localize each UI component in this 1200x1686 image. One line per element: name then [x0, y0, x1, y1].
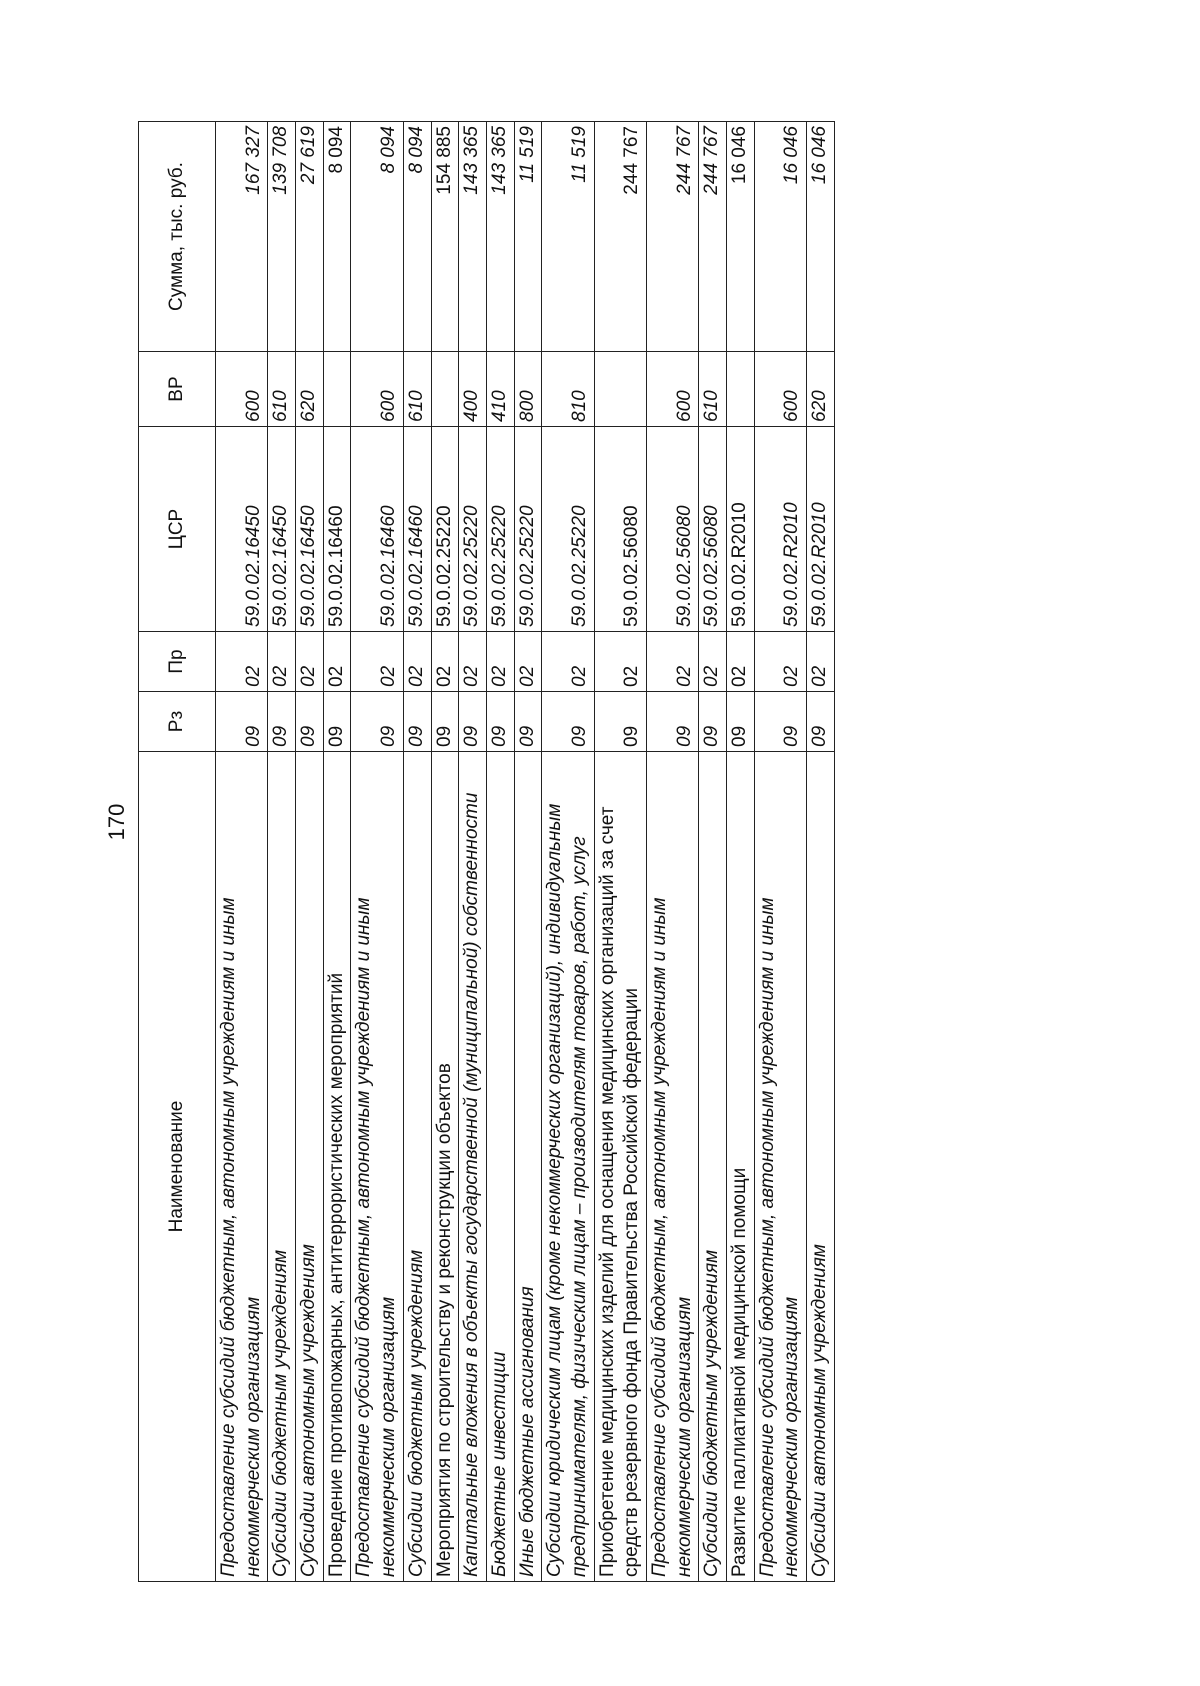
- cell-rz: 09: [699, 692, 727, 752]
- cell-pr: 02: [486, 632, 514, 692]
- cell-pr: 02: [542, 632, 594, 692]
- cell-csr: 59.0.02.16460: [351, 427, 403, 632]
- cell-vr: 600: [351, 352, 403, 427]
- cell-vr: 620: [807, 352, 835, 427]
- cell-csr: 59.0.02.16450: [268, 427, 296, 632]
- cell-name: Предоставление субсидий бюджетным, автономным учреждениям и иным некоммерческим организациям: [754, 752, 806, 1582]
- cell-vr: [323, 352, 351, 427]
- cell-rz: 09: [403, 692, 431, 752]
- table-row: [459, 122, 487, 1582]
- table-row: [296, 122, 324, 1582]
- cell-sum: 8 094: [351, 122, 403, 352]
- table-row: [754, 122, 806, 1582]
- cell-vr: [727, 352, 755, 427]
- table-body: [216, 122, 835, 1582]
- cell-vr: 410: [486, 352, 514, 427]
- cell-sum: 143 365: [486, 122, 514, 352]
- cell-csr: 59.0.02.R2010: [754, 427, 806, 632]
- header-rz: Рз: [139, 692, 216, 752]
- table-row: [216, 122, 268, 1582]
- cell-pr: 02: [727, 632, 755, 692]
- cell-name: Приобретение медицинских изделий для оснащения медицинских организаций за счет средств резервного фонда Правительства Российской федерации: [594, 752, 646, 1582]
- cell-sum: 143 365: [459, 122, 487, 352]
- cell-sum: 154 885: [431, 122, 459, 352]
- budget-table: [138, 121, 835, 1582]
- cell-pr: 02: [323, 632, 351, 692]
- cell-pr: 02: [216, 632, 268, 692]
- cell-csr: 59.0.02.25220: [514, 427, 542, 632]
- cell-sum: 16 046: [807, 122, 835, 352]
- header-name: Наименование: [139, 752, 216, 1582]
- cell-vr: 610: [268, 352, 296, 427]
- table-row: [727, 122, 755, 1582]
- cell-rz: 09: [807, 692, 835, 752]
- cell-rz: 09: [216, 692, 268, 752]
- cell-csr: 59.0.02.25220: [486, 427, 514, 632]
- table-row: [403, 122, 431, 1582]
- cell-name: Субсидии автономным учреждениям: [807, 752, 835, 1582]
- cell-vr: 620: [296, 352, 324, 427]
- cell-rz: 09: [594, 692, 646, 752]
- table-row: [542, 122, 594, 1582]
- header-vr: ВР: [139, 352, 216, 427]
- table-row: [486, 122, 514, 1582]
- cell-pr: 02: [754, 632, 806, 692]
- cell-rz: 09: [323, 692, 351, 752]
- cell-csr: 59.0.02.56080: [699, 427, 727, 632]
- cell-csr: 59.0.02.56080: [647, 427, 699, 632]
- table-row: [268, 122, 296, 1582]
- cell-pr: 02: [514, 632, 542, 692]
- table-row: [699, 122, 727, 1582]
- cell-name: Мероприятия по строительству и реконструкции объектов: [431, 752, 459, 1582]
- table-row: [514, 122, 542, 1582]
- cell-sum: 16 046: [727, 122, 755, 352]
- table-row: [647, 122, 699, 1582]
- table-row: [431, 122, 459, 1582]
- cell-name: Развитие паллиативной медицинской помощи: [727, 752, 755, 1582]
- table-row: [594, 122, 646, 1582]
- cell-csr: 59.0.02.R2010: [807, 427, 835, 632]
- cell-sum: 167 327: [216, 122, 268, 352]
- cell-rz: 09: [459, 692, 487, 752]
- cell-pr: 02: [268, 632, 296, 692]
- table-row: [807, 122, 835, 1582]
- cell-pr: 02: [699, 632, 727, 692]
- cell-csr: 59.0.02.16450: [216, 427, 268, 632]
- cell-sum: 11 519: [514, 122, 542, 352]
- header-sum: Сумма, тыс. руб.: [139, 122, 216, 352]
- cell-name: Капитальные вложения в объекты государственной (муниципальной) собственности: [459, 752, 487, 1582]
- cell-name: Бюджетные инвестиции: [486, 752, 514, 1582]
- cell-name: Предоставление субсидий бюджетным, автономным учреждениям и иным некоммерческим организациям: [647, 752, 699, 1582]
- cell-pr: 02: [594, 632, 646, 692]
- cell-vr: [594, 352, 646, 427]
- header-csr: ЦСР: [139, 427, 216, 632]
- header-pr: Пр: [139, 632, 216, 692]
- cell-pr: 02: [459, 632, 487, 692]
- cell-name: Иные бюджетные ассигнования: [514, 752, 542, 1582]
- cell-rz: 09: [514, 692, 542, 752]
- cell-rz: 09: [486, 692, 514, 752]
- cell-vr: 610: [699, 352, 727, 427]
- cell-name: Субсидии бюджетным учреждениям: [699, 752, 727, 1582]
- cell-csr: 59.0.02.16460: [403, 427, 431, 632]
- cell-name: Проведение противопожарных, антитеррористических мероприятий: [323, 752, 351, 1582]
- cell-csr: 59.0.02.56080: [594, 427, 646, 632]
- table-header-row: [139, 122, 216, 1582]
- cell-vr: 610: [403, 352, 431, 427]
- cell-sum: 244 767: [647, 122, 699, 352]
- cell-csr: 59.0.02.25220: [542, 427, 594, 632]
- cell-sum: 11 519: [542, 122, 594, 352]
- cell-pr: 02: [296, 632, 324, 692]
- cell-name: Субсидии бюджетным учреждениям: [268, 752, 296, 1582]
- cell-pr: 02: [403, 632, 431, 692]
- cell-sum: 27 619: [296, 122, 324, 352]
- cell-sum: 244 767: [594, 122, 646, 352]
- cell-csr: 59.0.02.R2010: [727, 427, 755, 632]
- cell-pr: 02: [807, 632, 835, 692]
- cell-sum: 139 708: [268, 122, 296, 352]
- cell-vr: [431, 352, 459, 427]
- cell-name: Субсидии автономным учреждениям: [296, 752, 324, 1582]
- cell-rz: 09: [268, 692, 296, 752]
- cell-rz: 09: [754, 692, 806, 752]
- cell-rz: 09: [542, 692, 594, 752]
- page-number: 170: [104, 803, 129, 841]
- table-row: [323, 122, 351, 1582]
- cell-name: Предоставление субсидий бюджетным, автономным учреждениям и иным некоммерческим организациям: [351, 752, 403, 1582]
- cell-rz: 09: [431, 692, 459, 752]
- cell-csr: 59.0.02.25220: [459, 427, 487, 632]
- cell-name: Предоставление субсидий бюджетным, автономным учреждениям и иным некоммерческим организациям: [216, 752, 268, 1582]
- cell-csr: 59.0.02.16450: [296, 427, 324, 632]
- cell-rz: 09: [351, 692, 403, 752]
- table-row: [351, 122, 403, 1582]
- cell-rz: 09: [727, 692, 755, 752]
- cell-csr: 59.0.02.25220: [431, 427, 459, 632]
- cell-sum: 244 767: [699, 122, 727, 352]
- rotated-table-container: [138, 122, 1068, 1582]
- cell-pr: 02: [647, 632, 699, 692]
- cell-sum: 8 094: [323, 122, 351, 352]
- cell-vr: 400: [459, 352, 487, 427]
- cell-rz: 09: [296, 692, 324, 752]
- cell-vr: 600: [216, 352, 268, 427]
- cell-vr: 600: [754, 352, 806, 427]
- cell-pr: 02: [431, 632, 459, 692]
- cell-name: Субсидии юридическим лицам (кроме некоммерческих организаций), индивидуальным предпринимателям, физическим лицам – производителям товаров, работ, услуг: [542, 752, 594, 1582]
- cell-vr: 600: [647, 352, 699, 427]
- cell-sum: 8 094: [403, 122, 431, 352]
- cell-sum: 16 046: [754, 122, 806, 352]
- cell-name: Субсидии бюджетным учреждениям: [403, 752, 431, 1582]
- cell-rz: 09: [647, 692, 699, 752]
- cell-csr: 59.0.02.16460: [323, 427, 351, 632]
- cell-vr: 810: [542, 352, 594, 427]
- cell-pr: 02: [351, 632, 403, 692]
- cell-vr: 800: [514, 352, 542, 427]
